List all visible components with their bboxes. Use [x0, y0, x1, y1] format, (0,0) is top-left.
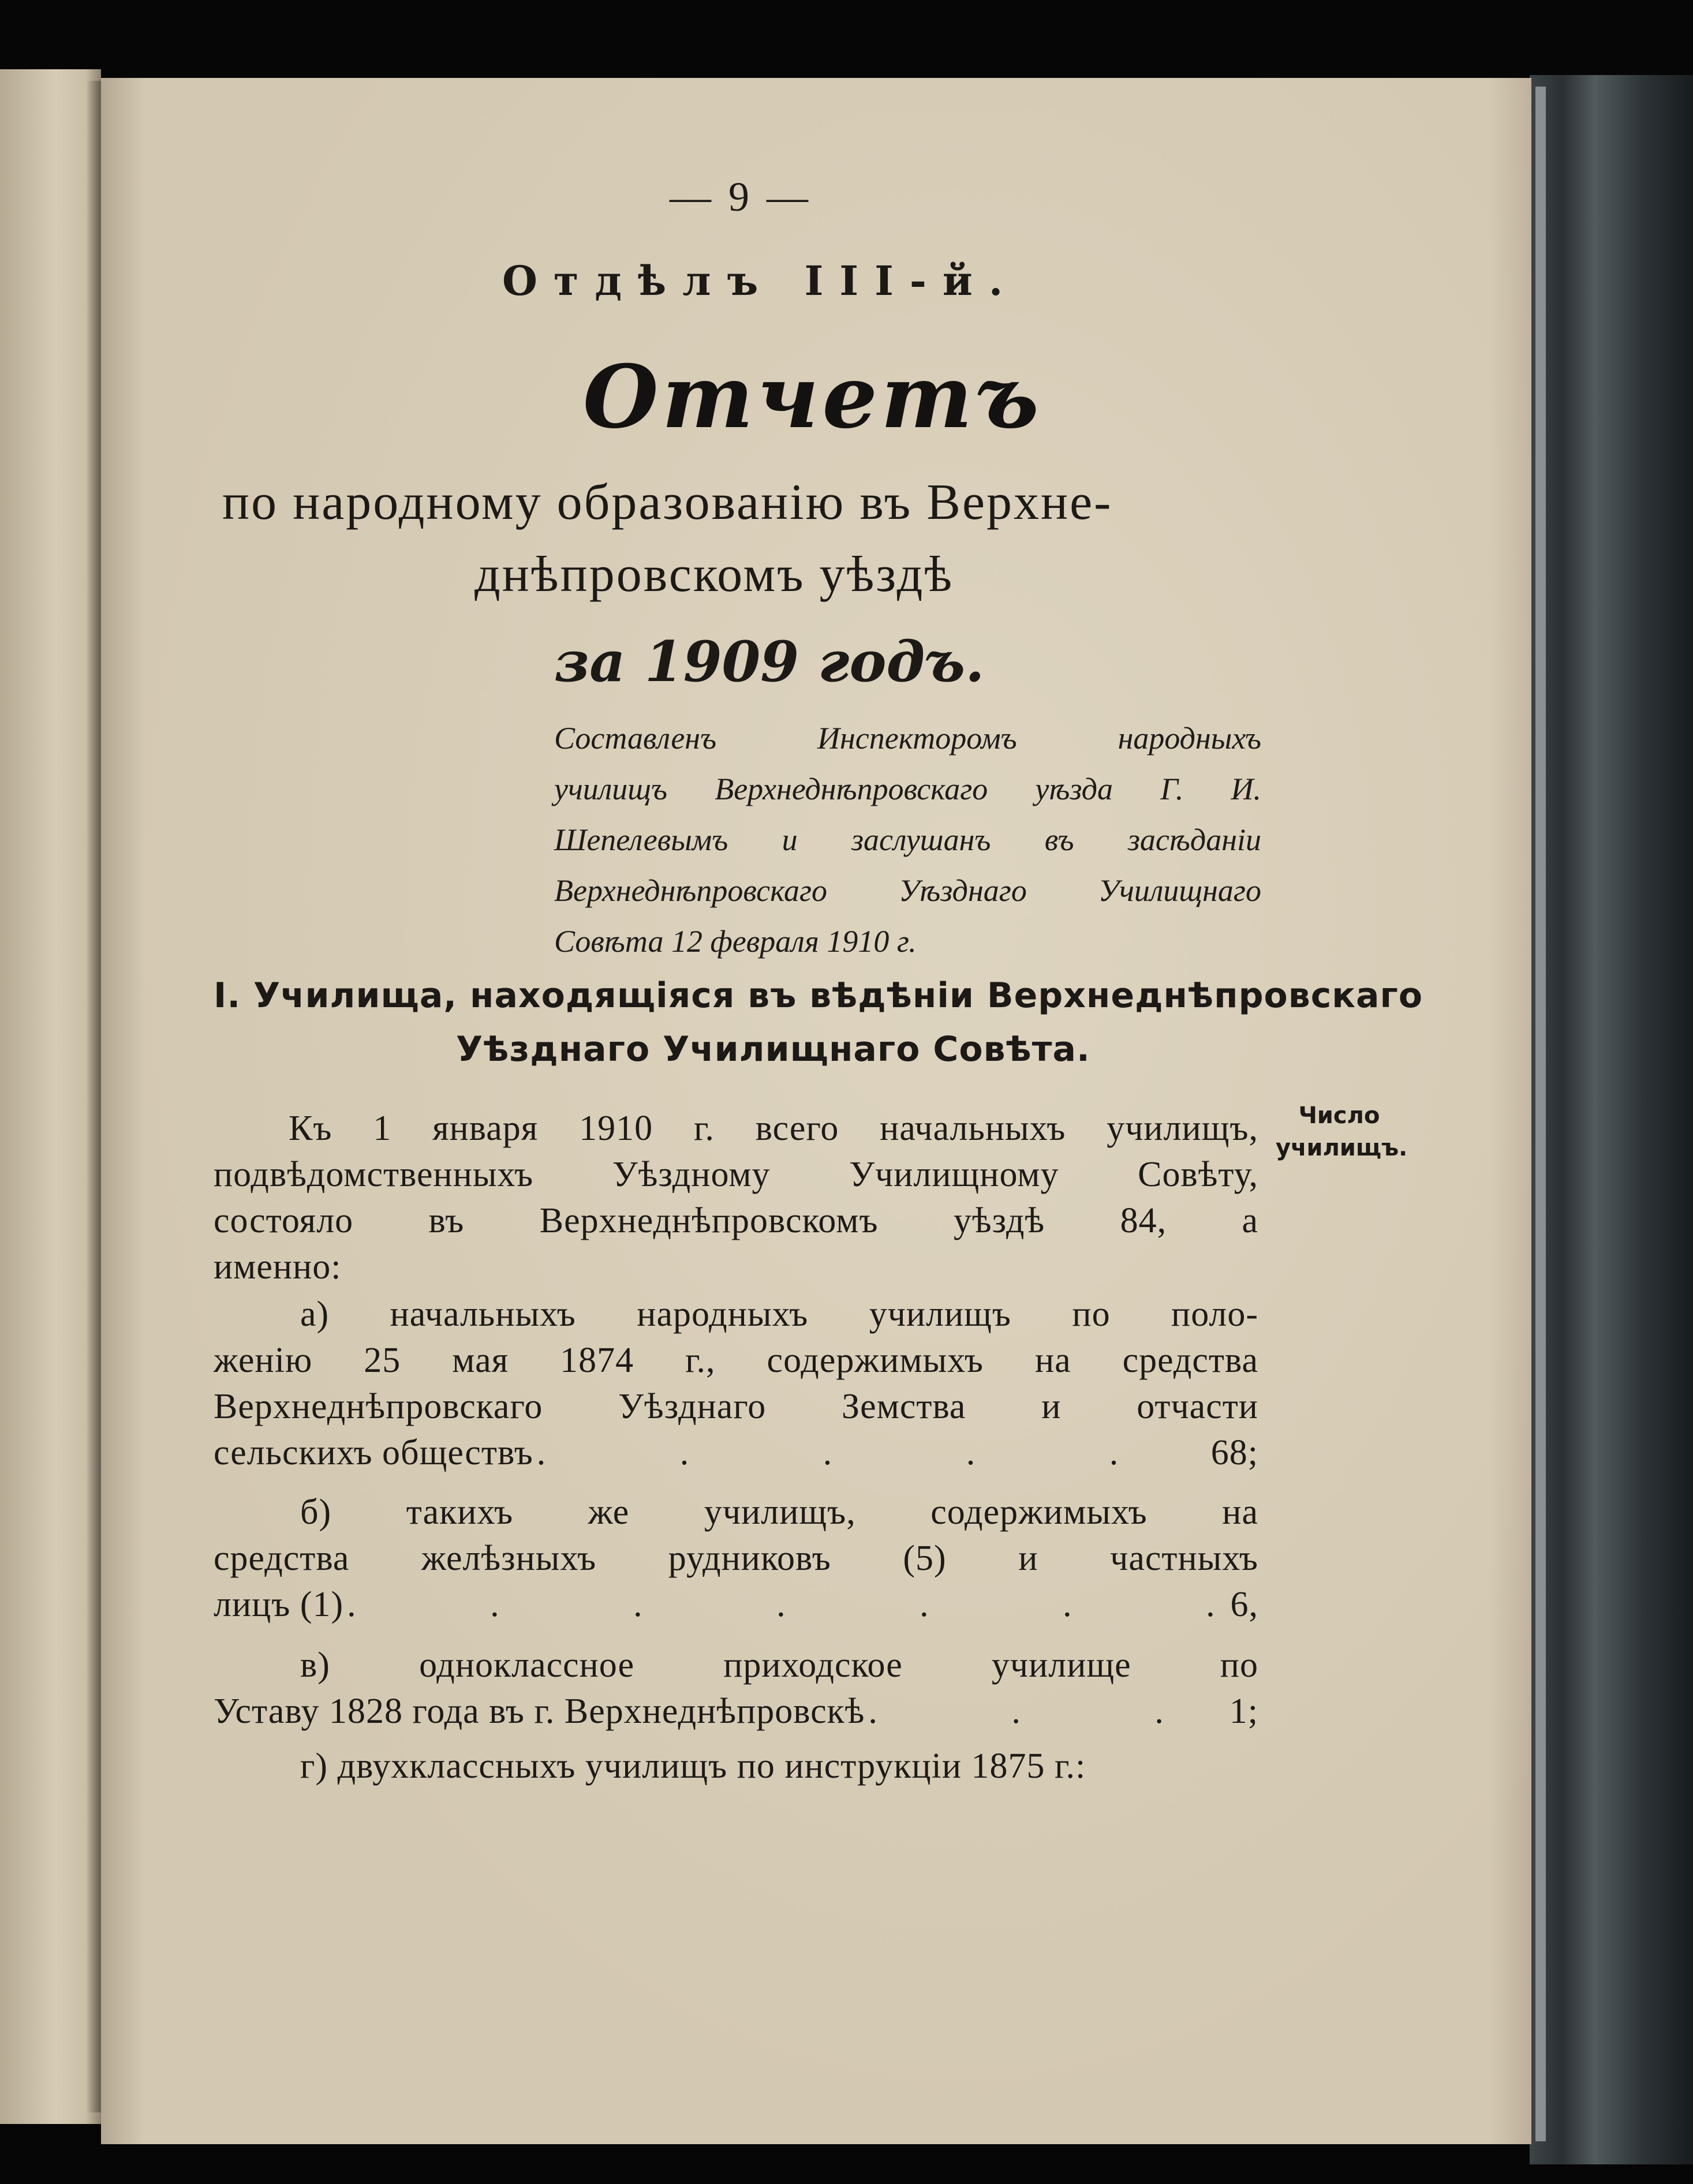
margin-note-line: Число: [1298, 1102, 1380, 1129]
list-item-line: б) такихъ же училищъ, содержимыхъ на: [300, 1493, 1258, 1532]
author-note-line: Верхнеднѣпровскаго Уѣзднаго Училищнаго: [554, 873, 1261, 908]
section-heading-line-2: Уѣзднаго Училищнаго Совѣта.: [456, 1029, 1090, 1069]
page-number: — 9 —: [670, 174, 812, 220]
page-title: Отчетъ: [583, 346, 1042, 448]
cover-edge-highlight: [1535, 87, 1546, 2141]
list-item-total-line: [214, 1581, 1258, 1628]
left-page-edge: [0, 69, 101, 2124]
dot-leader: [347, 1581, 1227, 1628]
paragraph-line: состояло въ Верхнеднѣпровскомъ уѣздѣ 84, а: [214, 1201, 1258, 1240]
margin-note-line: училищъ.: [1276, 1135, 1408, 1161]
list-item-line: Верхнеднѣпровскаго Уѣзднаго Земства и отчасти: [214, 1387, 1258, 1426]
subtitle-line-1: по народному образованію въ Верхне-: [222, 474, 1113, 530]
dot-leader: [868, 1688, 1225, 1734]
report-year: за 1909 годъ.: [554, 629, 985, 694]
dot-leader: [537, 1430, 1208, 1476]
list-item-line: сельскихъ обществъ: [214, 1433, 533, 1472]
author-note: [554, 713, 1261, 967]
author-note-line: Шепелевымъ и заслушанъ въ засѣданіи: [554, 822, 1261, 857]
section-heading-line-1: I. Училища, находящіяся въ вѣдѣніи Верхнеднѣпровскаго: [214, 975, 1423, 1016]
paragraph-line: именно:: [214, 1247, 342, 1287]
list-item-total-line: [214, 1688, 1258, 1734]
list-item-line: лицъ (1): [214, 1585, 344, 1624]
list-item-line: средства желѣзныхъ рудниковъ (5) и частныхъ: [214, 1539, 1258, 1578]
list-item-total-line: [214, 1430, 1258, 1476]
list-item-value: 1;: [1229, 1692, 1258, 1731]
list-item-value: 6,: [1230, 1585, 1258, 1624]
list-item-line: г) двухклассныхъ училищъ по инструкціи 1875 г.:: [300, 1747, 1086, 1786]
author-note-line: училищъ Верхнеднѣпровскаго уѣзда Г. И.: [554, 772, 1261, 806]
list-item-b: [214, 1489, 1258, 1628]
list-item-value: 68;: [1210, 1433, 1258, 1472]
list-item-c: [214, 1642, 1258, 1734]
list-item-line: в) одноклассное приходское училище по: [300, 1646, 1258, 1685]
list-item-line: женію 25 мая 1874 г., содержимыхъ на средства: [214, 1341, 1258, 1380]
paragraph-line: подвѣдомственныхъ Уѣздному Училищному Совѣту,: [214, 1155, 1258, 1194]
subtitle-line-2: днѣпровскомъ уѣздѣ: [474, 547, 954, 603]
author-note-line: Совѣта 12 февраля 1910 г.: [554, 924, 917, 959]
list-item-a: [214, 1291, 1258, 1476]
list-item-line: а) начальныхъ народныхъ училищъ по поло-: [300, 1295, 1258, 1334]
book-cover-edge: [1530, 75, 1693, 2164]
margin-note: [1276, 1100, 1408, 1164]
author-note-line: Составленъ Инспекторомъ народныхъ: [554, 721, 1261, 756]
paragraph-line: Къ 1 января 1910 г. всего начальныхъ училищъ,: [289, 1109, 1258, 1148]
list-item-line: Уставу 1828 года въ г. Верхнеднѣпровскѣ: [214, 1692, 865, 1731]
section-label: Отдѣлъ III-й.: [502, 257, 1019, 305]
list-item-d: [214, 1743, 1258, 1789]
intro-paragraph: [214, 1105, 1258, 1290]
